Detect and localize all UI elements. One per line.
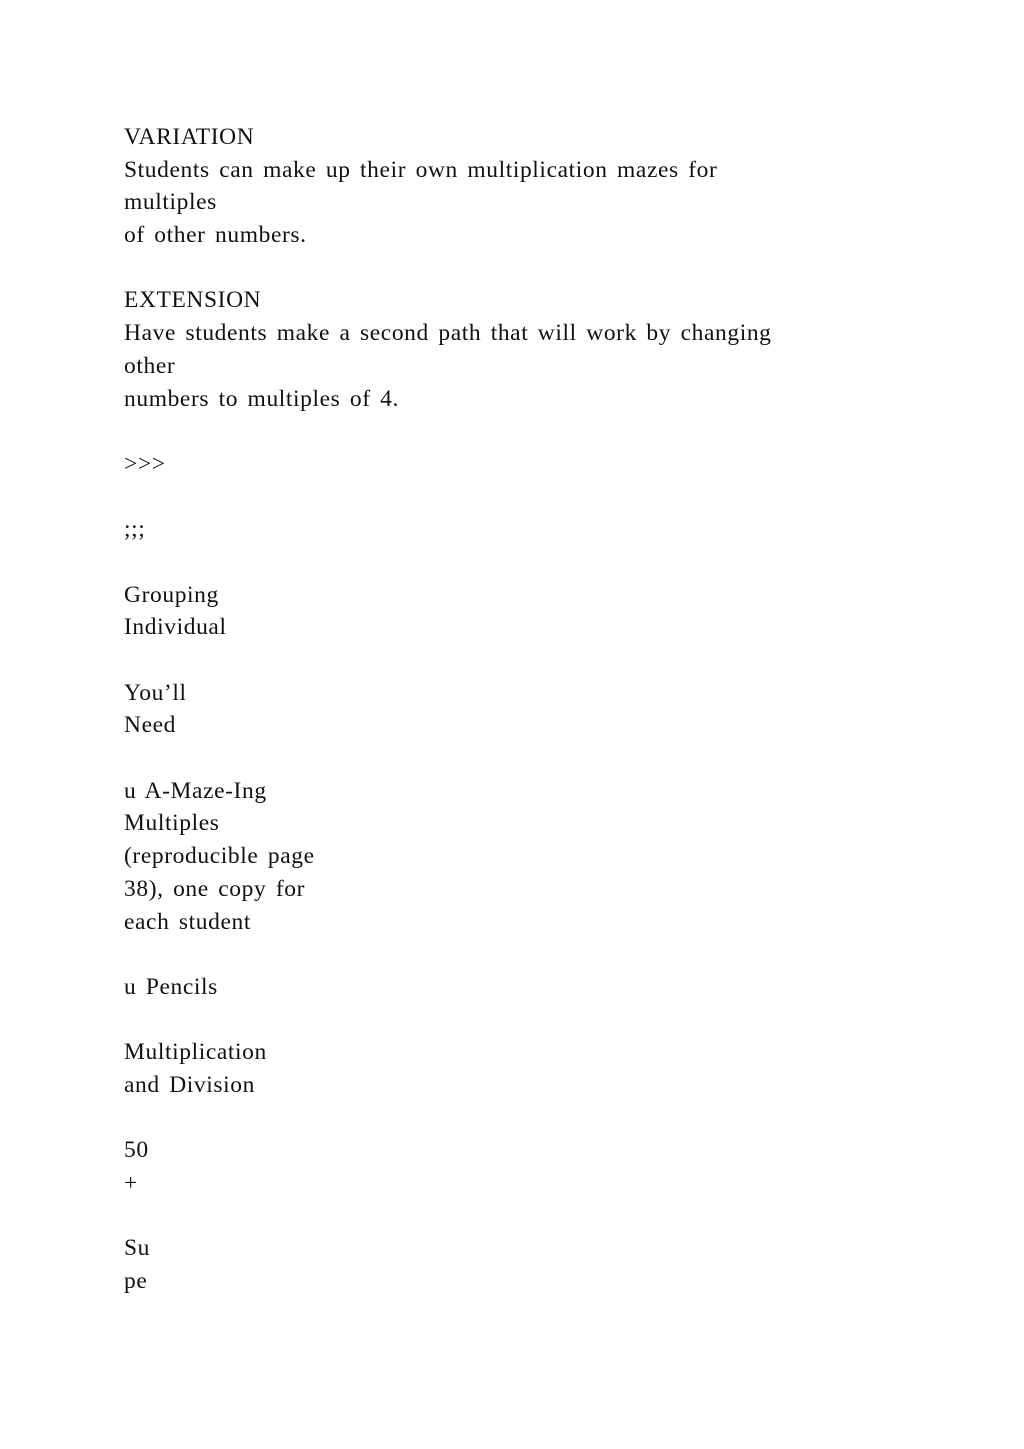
materials-item: (reproducible page [124,843,315,870]
text-line: Students can make up their own multiplication mazes for [124,156,718,183]
materials-item: u Pencils [124,973,218,1000]
heading-variation: VARIATION [124,124,255,150]
blank-line [124,546,944,579]
materials-item: each student [124,908,251,935]
text-line: numbers to multiples of 4. [124,385,399,412]
document-text [124,121,944,1298]
blank-line [124,415,944,448]
heading-extension: EXTENSION [124,287,262,314]
text-line: multiples [124,189,217,216]
blank-line [124,938,944,971]
blank-line [124,1200,944,1233]
fragment-line: Su [124,1235,151,1262]
label-youll-need: You’ll [124,679,187,706]
text-line: other [124,352,176,379]
materials-item: Multiples [124,810,220,837]
symbol-line: + [124,1170,138,1196]
symbol-line: >>> [124,450,166,477]
blank-line [124,1004,944,1037]
section-label: and Division [124,1071,255,1098]
symbol-line: ;;; [124,516,146,543]
blank-line [124,252,944,285]
blank-line [124,644,944,677]
materials-item: 38), one copy for [124,875,306,902]
blank-line [124,481,944,514]
text-line: Have students make a second path that will work by changing [124,320,772,347]
section-label: Multiplication [124,1039,267,1066]
fragment-line: pe [124,1268,148,1295]
text-line: of other numbers. [124,222,307,249]
page-number: 50 [124,1137,149,1164]
value-grouping: Individual [124,614,227,641]
label-youll-need: Need [124,712,176,739]
blank-line [124,742,944,775]
blank-line [124,1102,944,1135]
materials-item: u A-Maze-Ing [124,777,267,804]
label-grouping: Grouping [124,581,219,608]
